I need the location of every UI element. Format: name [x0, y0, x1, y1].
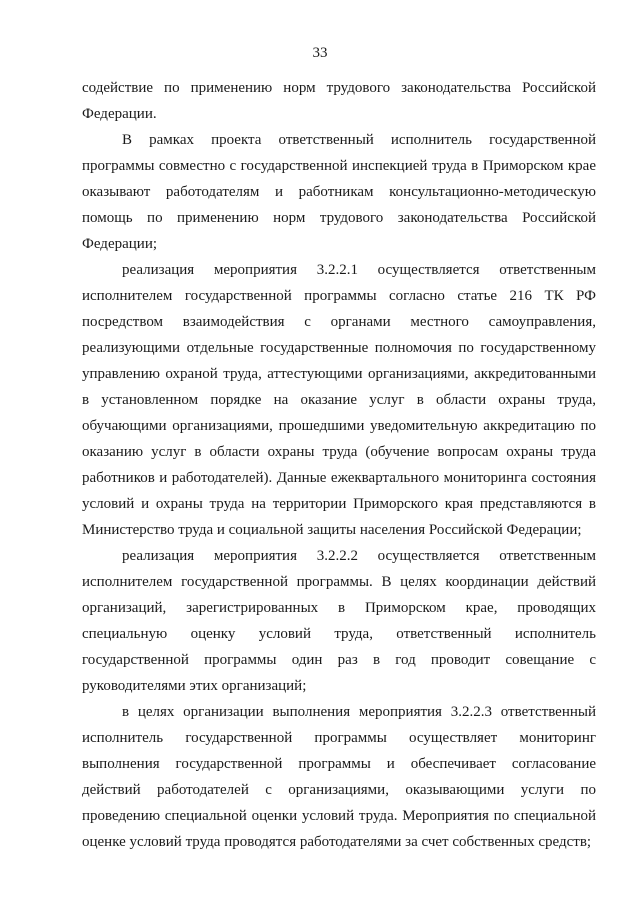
text-line: в целях организации выполнения мероприятия 3.2.2.3 ответственный	[122, 704, 596, 720]
text-line: организаций, зарегистрированных в Приморском крае, проводящих	[82, 600, 596, 616]
text-line: в установленном порядке на оказание услуг в области охраны труда,	[82, 392, 596, 408]
text-line: содействие по применению норм трудового законодательства Российской	[82, 80, 596, 96]
text-line: исполнителем государственной программы согласно статье 216 ТК РФ	[82, 288, 596, 304]
text-line: исполнителем государственной программы. В целях координации действий	[82, 574, 596, 590]
text-line: реализующими отдельные государственные полномочия по государственному	[82, 340, 596, 356]
paragraph-2	[82, 127, 596, 257]
text-line: обучающими организациями, прошедшими уведомительную аккредитацию по	[82, 418, 596, 434]
text-line: программы совместно с государственной инспекцией труда в Приморском крае	[82, 158, 596, 174]
text-line: исполнитель государственной программы осуществляет мониторинг	[82, 730, 596, 746]
text-line: В рамках проекта ответственный исполнитель государственной	[122, 132, 596, 148]
text-line: Федерации.	[82, 106, 157, 122]
text-line: Министерство труда и социальной защиты населения Российской Федерации;	[82, 522, 582, 538]
text-line: оценке условий труда проводятся работодателями за счет собственных средств;	[82, 834, 592, 850]
text-line: оказанию услуг в области охраны труда (обучение вопросам охраны труда	[82, 444, 596, 460]
paragraph-4	[82, 543, 596, 699]
text-line: условий и охраны труда на территории Приморского края представляются в	[82, 496, 596, 512]
text-line: проведению специальной оценки условий труда. Мероприятия по специальной	[82, 808, 596, 824]
text-line: Федерации;	[82, 236, 158, 252]
text-line: помощь по применению норм трудового законодательства Российской	[82, 210, 596, 226]
paragraph-5	[82, 699, 596, 855]
text-line: специальную оценку условий труда, ответственный исполнитель	[82, 626, 596, 642]
text-line: управлению охраной труда, аттестующими организациями, аккредитованными	[82, 366, 596, 382]
text-line: руководителями этих организаций;	[82, 678, 307, 694]
paragraph-3	[82, 257, 596, 543]
text-line: работников и работодателей). Данные ежеквартального мониторинга состояния	[82, 470, 596, 486]
text-line: государственной программы один раз в год проводит совещание с	[82, 652, 596, 668]
paragraph-1	[82, 75, 596, 127]
text-line: оказывают работодателям и работникам консультационно-методическую	[82, 184, 596, 200]
page-number: 33	[312, 45, 328, 61]
text-line: посредством взаимодействия с органами местного самоуправления,	[82, 314, 596, 330]
text-line: выполнения государственной программы и обеспечивает согласование	[82, 756, 596, 772]
text-line: действий работодателей с организациями, оказывающими услуги по	[82, 782, 596, 798]
text-line: реализация мероприятия 3.2.2.1 осуществляется ответственным	[122, 262, 596, 278]
text-line: реализация мероприятия 3.2.2.2 осуществляется ответственным	[122, 548, 596, 564]
body-text	[82, 75, 596, 855]
